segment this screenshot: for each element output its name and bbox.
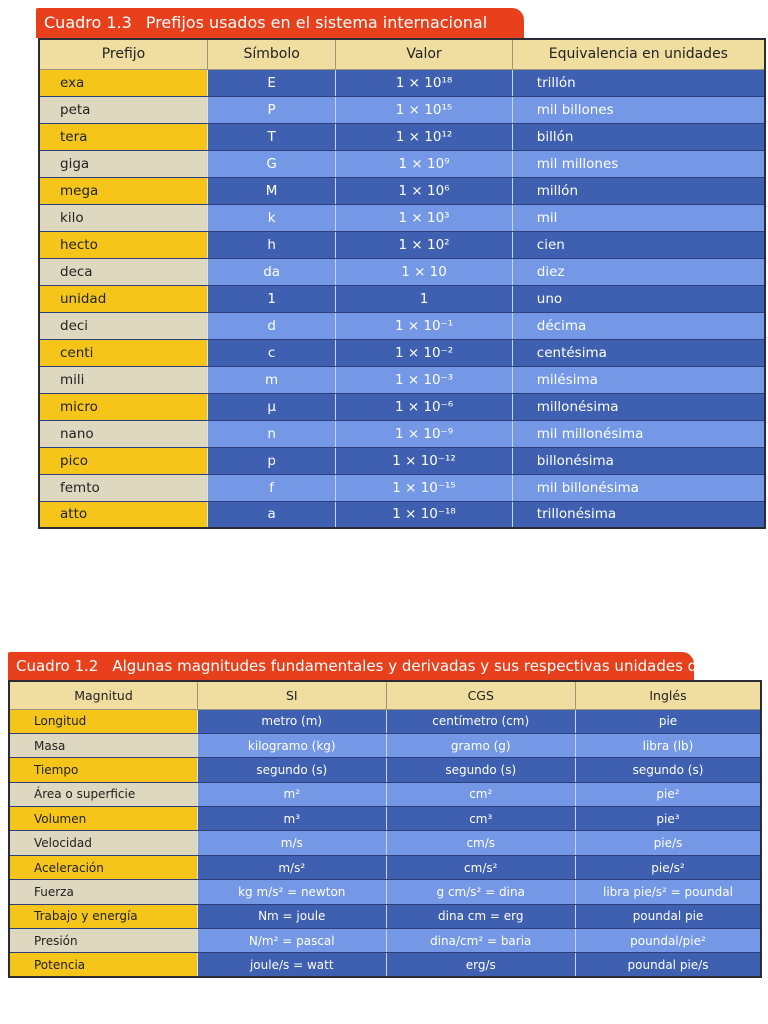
column-header: Equivalencia en unidades xyxy=(512,39,765,69)
table-row xyxy=(39,366,765,393)
table-cell: pie/s xyxy=(576,831,762,855)
table-cell: 1 × 10⁻¹ xyxy=(336,312,512,339)
table-cell: Aceleración xyxy=(9,855,198,879)
table-cell: unidad xyxy=(39,285,207,312)
table-cell: trillón xyxy=(512,69,765,96)
column-header: Valor xyxy=(336,39,512,69)
table-cell: Nm = joule xyxy=(198,904,387,928)
table-row xyxy=(39,204,765,231)
table-cell: centi xyxy=(39,339,207,366)
table-body xyxy=(9,709,761,977)
table-cell: millonésima xyxy=(512,393,765,420)
table-cell: 1 × 10³ xyxy=(336,204,512,231)
table-cell: p xyxy=(207,447,335,474)
table-row xyxy=(39,312,765,339)
table-row xyxy=(9,709,761,733)
table-row xyxy=(39,177,765,204)
table-cell: E xyxy=(207,69,335,96)
table-cell: 1 × 10⁻¹⁸ xyxy=(336,501,512,528)
table-cell: dina cm = erg xyxy=(386,904,576,928)
table-cell: m/s xyxy=(198,831,387,855)
table-cell: kilogramo (kg) xyxy=(198,733,387,757)
table-row xyxy=(9,904,761,928)
table-cell: h xyxy=(207,231,335,258)
table-cell: a xyxy=(207,501,335,528)
table-cell: Potencia xyxy=(9,953,198,977)
table-row xyxy=(39,96,765,123)
table-cell: millón xyxy=(512,177,765,204)
table-cell: atto xyxy=(39,501,207,528)
table-row xyxy=(39,258,765,285)
table-cell: pie xyxy=(576,709,762,733)
table-cell: Longitud xyxy=(9,709,198,733)
table-cell: Tiempo xyxy=(9,758,198,782)
table-cell: 1 × 10¹⁵ xyxy=(336,96,512,123)
table-cell: poundal pie xyxy=(576,904,762,928)
table-cell: mil millonésima xyxy=(512,420,765,447)
table-cell: Velocidad xyxy=(9,831,198,855)
table-row xyxy=(9,758,761,782)
table-cell: pico xyxy=(39,447,207,474)
table-row xyxy=(39,474,765,501)
table-cell: deci xyxy=(39,312,207,339)
table-cell: M xyxy=(207,177,335,204)
table-row xyxy=(39,285,765,312)
table-row xyxy=(39,339,765,366)
table-cell: f xyxy=(207,474,335,501)
table-cell: erg/s xyxy=(386,953,576,977)
table-cell: 1 × 10 xyxy=(336,258,512,285)
table-row xyxy=(9,855,761,879)
table-cell: c xyxy=(207,339,335,366)
cuadro-number: Cuadro 1.2 xyxy=(16,657,99,675)
table-cell: billón xyxy=(512,123,765,150)
table-cell: Fuerza xyxy=(9,880,198,904)
column-header: Prefijo xyxy=(39,39,207,69)
table-cell: 1 × 10⁹ xyxy=(336,150,512,177)
table-cell: mil millones xyxy=(512,150,765,177)
table-cell: kg m/s² = newton xyxy=(198,880,387,904)
table-cell: mil billones xyxy=(512,96,765,123)
table-cell: 1 × 10⁻¹² xyxy=(336,447,512,474)
table-cell: 1 × 10⁻¹⁵ xyxy=(336,474,512,501)
table-cell: kilo xyxy=(39,204,207,231)
column-header: Símbolo xyxy=(207,39,335,69)
table-cell: micro xyxy=(39,393,207,420)
table-cell: deca xyxy=(39,258,207,285)
table-cell: 1 × 10¹² xyxy=(336,123,512,150)
table-cell: 1 xyxy=(336,285,512,312)
table-cell: da xyxy=(207,258,335,285)
table-row xyxy=(39,123,765,150)
table-cell: segundo (s) xyxy=(576,758,762,782)
table-cell: segundo (s) xyxy=(198,758,387,782)
table-cell: billonésima xyxy=(512,447,765,474)
table-cell: mega xyxy=(39,177,207,204)
table-cell: tera xyxy=(39,123,207,150)
table-cell: g cm/s² = dina xyxy=(386,880,576,904)
table-cell: m xyxy=(207,366,335,393)
table-cell: Trabajo y energía xyxy=(9,904,198,928)
table-cell: 1 xyxy=(207,285,335,312)
table-cell: cm³ xyxy=(386,807,576,831)
table-row xyxy=(9,831,761,855)
table-cell: cien xyxy=(512,231,765,258)
table-cell: décima xyxy=(512,312,765,339)
magnitudes-table xyxy=(8,680,762,978)
table-cell: μ xyxy=(207,393,335,420)
table-cell: gramo (g) xyxy=(386,733,576,757)
table-cell: m² xyxy=(198,782,387,806)
cuadro-number: Cuadro 1.3 xyxy=(44,13,132,32)
cuadro-title: Algunas magnitudes fundamentales y derivadas y sus respectivas unidades de medida xyxy=(112,657,768,675)
table-row xyxy=(9,733,761,757)
table-cell: Volumen xyxy=(9,807,198,831)
table-cell: segundo (s) xyxy=(386,758,576,782)
table-cell: P xyxy=(207,96,335,123)
table-cell: joule/s = watt xyxy=(198,953,387,977)
table-cell: mil billonésima xyxy=(512,474,765,501)
table-row xyxy=(39,150,765,177)
table-cell: centésima xyxy=(512,339,765,366)
table-cell: pie³ xyxy=(576,807,762,831)
table-row xyxy=(9,929,761,953)
table-cell: dina/cm² = baria xyxy=(386,929,576,953)
table-cell: hecto xyxy=(39,231,207,258)
table-cell: femto xyxy=(39,474,207,501)
table-header-row xyxy=(39,39,765,69)
table-cell: poundal/pie² xyxy=(576,929,762,953)
table-cell: mili xyxy=(39,366,207,393)
table-cell: 1 × 10⁻² xyxy=(336,339,512,366)
cuadro-1-2-caption xyxy=(8,652,768,680)
table-cell: metro (m) xyxy=(198,709,387,733)
table-cell: T xyxy=(207,123,335,150)
table-cell: libra pie/s² = poundal xyxy=(576,880,762,904)
table-cell: n xyxy=(207,420,335,447)
table-row xyxy=(39,420,765,447)
table-cell: Presión xyxy=(9,929,198,953)
table-cell: m/s² xyxy=(198,855,387,879)
table-cell: pie/s² xyxy=(576,855,762,879)
table-cell: G xyxy=(207,150,335,177)
table-cell: N/m² = pascal xyxy=(198,929,387,953)
column-header: SI xyxy=(198,681,387,709)
table-cell: libra (lb) xyxy=(576,733,762,757)
cuadro-title: Prefijos usados en el sistema internacional xyxy=(145,13,488,32)
table-cell: milésima xyxy=(512,366,765,393)
column-header: Magnitud xyxy=(9,681,198,709)
table-cell: trillonésima xyxy=(512,501,765,528)
table-cell: 1 × 10⁻⁹ xyxy=(336,420,512,447)
table-cell: 1 × 10⁻⁶ xyxy=(336,393,512,420)
table-row xyxy=(9,782,761,806)
table-cell: k xyxy=(207,204,335,231)
table-cell: giga xyxy=(39,150,207,177)
table-cell: peta xyxy=(39,96,207,123)
table-cell: cm/s² xyxy=(386,855,576,879)
table-cell: cm² xyxy=(386,782,576,806)
table-row xyxy=(9,880,761,904)
table-cell: pie² xyxy=(576,782,762,806)
table-cell: Área o superficie xyxy=(9,782,198,806)
table-cell: 1 × 10⁶ xyxy=(336,177,512,204)
column-header: CGS xyxy=(386,681,576,709)
table-cell: uno xyxy=(512,285,765,312)
cuadro-1-3-caption xyxy=(36,8,524,38)
prefijos-table xyxy=(38,38,766,529)
table-cell: centímetro (cm) xyxy=(386,709,576,733)
table-row xyxy=(39,501,765,528)
table-row xyxy=(39,393,765,420)
table-cell: 1 × 10¹⁸ xyxy=(336,69,512,96)
table-cell: diez xyxy=(512,258,765,285)
table-cell: cm/s xyxy=(386,831,576,855)
table-cell: nano xyxy=(39,420,207,447)
table-cell: d xyxy=(207,312,335,339)
table-row xyxy=(39,231,765,258)
table-header-row xyxy=(9,681,761,709)
table-cell: mil xyxy=(512,204,765,231)
table-cell: m³ xyxy=(198,807,387,831)
table-row xyxy=(39,69,765,96)
table-body xyxy=(39,69,765,528)
table-cell: exa xyxy=(39,69,207,96)
table-cell: 1 × 10² xyxy=(336,231,512,258)
table-row xyxy=(39,447,765,474)
table-cell: poundal pie/s xyxy=(576,953,762,977)
table-cell: 1 × 10⁻³ xyxy=(336,366,512,393)
table-row xyxy=(9,807,761,831)
table-row xyxy=(9,953,761,977)
table-cell: Masa xyxy=(9,733,198,757)
column-header: Inglés xyxy=(576,681,762,709)
